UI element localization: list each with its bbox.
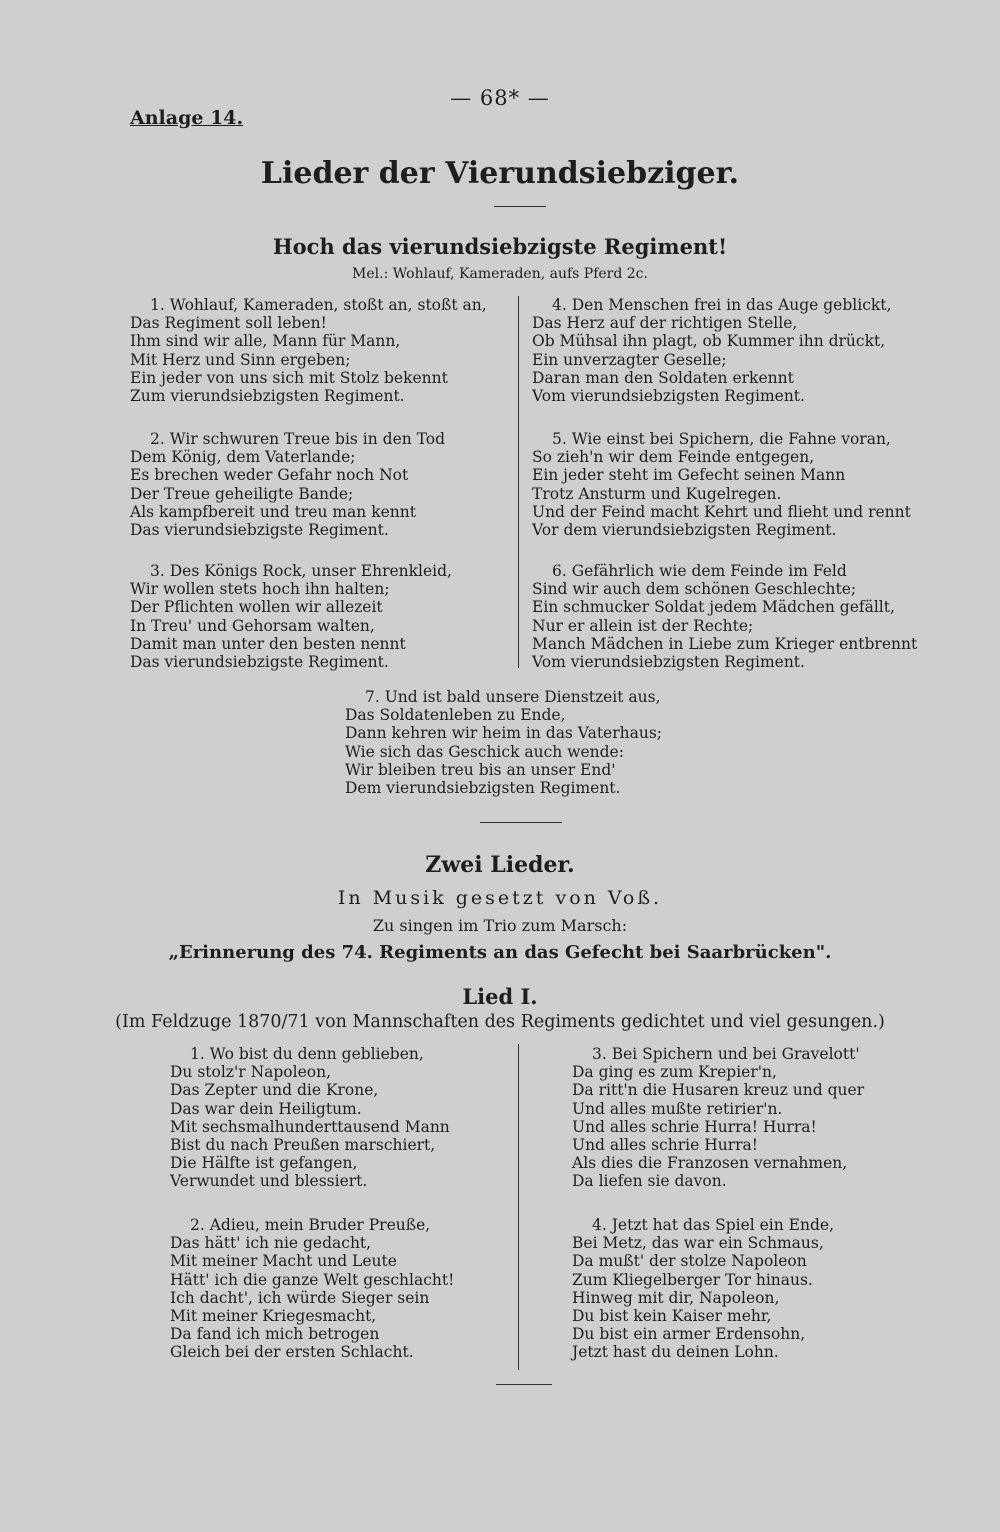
- verse-line: Ob Mühsal ihn plagt, ob Kummer ihn drückt,: [532, 332, 886, 351]
- verse-line: 3. Des Königs Rock, unser Ehrenkleid,: [150, 562, 452, 580]
- song1-stanza-4: [532, 296, 917, 405]
- verse-line: Da ging es zum Krepier'n,: [572, 1063, 777, 1082]
- song1-stanza-2: [130, 430, 510, 539]
- verse-line: Das vierundsiebzigste Regiment.: [130, 653, 389, 672]
- verse-line: 5. Wie einst bei Spichern, die Fahne voran,: [552, 430, 891, 448]
- verse-line: Der Pflichten wollen wir allezeit: [130, 598, 383, 617]
- verse-line: Das Soldatenleben zu Ende,: [345, 706, 566, 725]
- verse-line: 1. Wohlauf, Kameraden, stoßt an, stoßt an,: [150, 296, 487, 314]
- verse-line: Dem König, dem Vaterlande;: [130, 448, 356, 467]
- section2-title: Zwei Lieder.: [425, 852, 575, 878]
- verse-line: Und alles schrie Hurra!: [572, 1136, 758, 1155]
- song1-melody: Mel.: Wohlauf, Kameraden, aufs Pferd 2c.: [352, 266, 648, 282]
- verse-line: Bei Metz, das war ein Schmaus,: [572, 1234, 824, 1253]
- verse-line: Das Zepter und die Krone,: [170, 1081, 379, 1100]
- verse-line: Die Hälfte ist gefangen,: [170, 1154, 358, 1173]
- verse-line: Das Herz auf der richtigen Stelle,: [532, 314, 798, 333]
- verse-line: 4. Jetzt hat das Spiel ein Ende,: [592, 1216, 834, 1234]
- verse-line: Mit meiner Macht und Leute: [170, 1252, 397, 1271]
- verse-line: Verwundet und blessiert.: [170, 1172, 368, 1191]
- verse-line: 6. Gefährlich wie dem Feinde im Feld: [552, 562, 847, 580]
- verse-line: Da liefen sie davon.: [572, 1172, 727, 1191]
- verse-line: Mit meiner Kriegesmacht,: [170, 1307, 377, 1326]
- verse-line: Gleich bei der ersten Schlacht.: [170, 1343, 414, 1362]
- song1-stanza-5: [532, 430, 917, 539]
- verse-line: Mit sechsmalhunderttausend Mann: [170, 1117, 450, 1136]
- end-divider: [496, 1384, 552, 1385]
- verse-line: Bist du nach Preußen marschiert,: [170, 1136, 436, 1155]
- section2-subtitle: In Musik gesetzt von Voß.: [337, 887, 663, 909]
- lied1-column-divider: [518, 1044, 519, 1370]
- verse-line: Wie sich das Geschick auch wende:: [345, 742, 624, 761]
- lied1-stanza-1: [170, 1045, 515, 1191]
- lied1-note: (Im Feldzuge 1870/71 von Mannschaften des Regiments gedichtet und viel gesungen.): [115, 1012, 885, 1032]
- section2-march: „Erinnerung des 74. Regiments an das Gefecht bei Saarbrücken".: [168, 942, 832, 963]
- verse-line: Ich dacht', ich würde Sieger sein: [170, 1288, 430, 1307]
- verse-line: Ein unverzagter Geselle;: [532, 350, 727, 369]
- verse-line: Das hätt' ich nie gedacht,: [170, 1234, 372, 1253]
- song1-column-divider: [518, 296, 519, 668]
- song1-stanza-1: [130, 296, 510, 405]
- verse-line: 7. Und ist bald unsere Dienstzeit aus,: [365, 688, 661, 706]
- verse-line: Als dies die Franzosen vernahmen,: [572, 1154, 848, 1173]
- verse-line: 4. Den Menschen frei in das Auge geblickt,: [552, 296, 892, 314]
- verse-line: Mit Herz und Sinn ergeben;: [130, 350, 351, 369]
- verse-line: Manch Mädchen in Liebe zum Krieger entbrennt: [532, 634, 918, 653]
- verse-line: Das vierundsiebzigste Regiment.: [130, 521, 389, 540]
- verse-line: Du stolz'r Napoleon,: [170, 1063, 332, 1082]
- verse-line: Dem vierundsiebzigsten Regiment.: [345, 779, 621, 798]
- verse-line: Und alles schrie Hurra! Hurra!: [572, 1117, 817, 1136]
- song1-stanza-7: [345, 688, 705, 797]
- verse-line: Du bist ein armer Erdensohn,: [572, 1325, 806, 1344]
- verse-line: Das war dein Heiligtum.: [170, 1099, 362, 1118]
- verse-line: Und der Feind macht Kehrt und flieht und rennt: [532, 502, 911, 521]
- song1-stanza-6: [532, 562, 917, 671]
- verse-line: Wir wollen stets hoch ihn halten;: [130, 580, 390, 599]
- verse-line: Du bist kein Kaiser mehr,: [572, 1307, 772, 1326]
- verse-line: 2. Adieu, mein Bruder Preuße,: [190, 1216, 431, 1234]
- lied1-stanza-3: [572, 1045, 917, 1191]
- verse-line: Hinweg mit dir, Napoleon,: [572, 1288, 780, 1307]
- verse-line: Nur er allein ist der Rechte;: [532, 616, 754, 635]
- verse-line: Zum Kliegelberger Tor hinaus.: [572, 1270, 813, 1289]
- verse-line: Ein schmucker Soldat jedem Mädchen gefällt,: [532, 598, 895, 617]
- annex-label: Anlage 14.: [130, 107, 244, 129]
- verse-line: So zieh'n wir dem Feinde entgegen,: [532, 448, 815, 467]
- verse-line: Das Regiment soll leben!: [130, 314, 327, 333]
- section-divider: [480, 822, 562, 823]
- song1-stanza-3: [130, 562, 510, 671]
- song1-title: Hoch das vierundsiebzigste Regiment!: [272, 234, 728, 259]
- verse-line: Der Treue geheiligte Bande;: [130, 484, 354, 503]
- title-divider: [494, 206, 546, 207]
- lied1-title: Lied I.: [462, 984, 538, 1009]
- lied1-stanza-2: [170, 1216, 515, 1362]
- verse-line: Damit man unter den besten nennt: [130, 634, 406, 653]
- verse-line: Es brechen weder Gefahr noch Not: [130, 466, 409, 485]
- verse-line: Daran man den Soldaten erkennt: [532, 368, 794, 387]
- verse-line: Als kampfbereit und treu man kennt: [130, 502, 416, 521]
- verse-line: Jetzt hast du deinen Lohn.: [572, 1343, 779, 1362]
- verse-line: 1. Wo bist du denn geblieben,: [190, 1045, 424, 1063]
- verse-line: Vom vierundsiebzigsten Regiment.: [532, 653, 805, 672]
- verse-line: Wir bleiben treu bis an unser End': [345, 760, 616, 779]
- verse-line: Sind wir auch dem schönen Geschlechte;: [532, 580, 857, 599]
- verse-line: Da mußt' der stolze Napoleon: [572, 1252, 807, 1271]
- page-number: — 68* —: [450, 86, 550, 110]
- verse-line: Hätt' ich die ganze Welt geschlacht!: [170, 1270, 455, 1289]
- lied1-stanza-4: [572, 1216, 917, 1362]
- section2-instruction: Zu singen im Trio zum Marsch:: [372, 916, 628, 935]
- verse-line: Und alles mußte retirier'n.: [572, 1099, 783, 1118]
- page-title: Lieder der Vierundsiebziger.: [260, 156, 740, 191]
- verse-line: Ein jeder von uns sich mit Stolz bekennt: [130, 368, 448, 387]
- verse-line: 2. Wir schwuren Treue bis in den Tod: [150, 430, 446, 448]
- verse-line: Ihm sind wir alle, Mann für Mann,: [130, 332, 401, 351]
- verse-line: Dann kehren wir heim in das Vaterhaus;: [345, 724, 663, 743]
- verse-line: Zum vierundsiebzigsten Regiment.: [130, 387, 405, 406]
- verse-line: Vom vierundsiebzigsten Regiment.: [532, 387, 805, 406]
- verse-line: Trotz Ansturm und Kugelregen.: [532, 484, 782, 503]
- verse-line: 3. Bei Spichern und bei Gravelott': [592, 1045, 860, 1063]
- verse-line: Ein jeder steht im Gefecht seinen Mann: [532, 466, 846, 485]
- verse-line: Da ritt'n die Husaren kreuz und quer: [572, 1081, 865, 1100]
- verse-line: Da fand ich mich betrogen: [170, 1325, 380, 1344]
- verse-line: In Treu' und Gehorsam walten,: [130, 616, 375, 635]
- verse-line: Vor dem vierundsiebzigsten Regiment.: [532, 521, 837, 540]
